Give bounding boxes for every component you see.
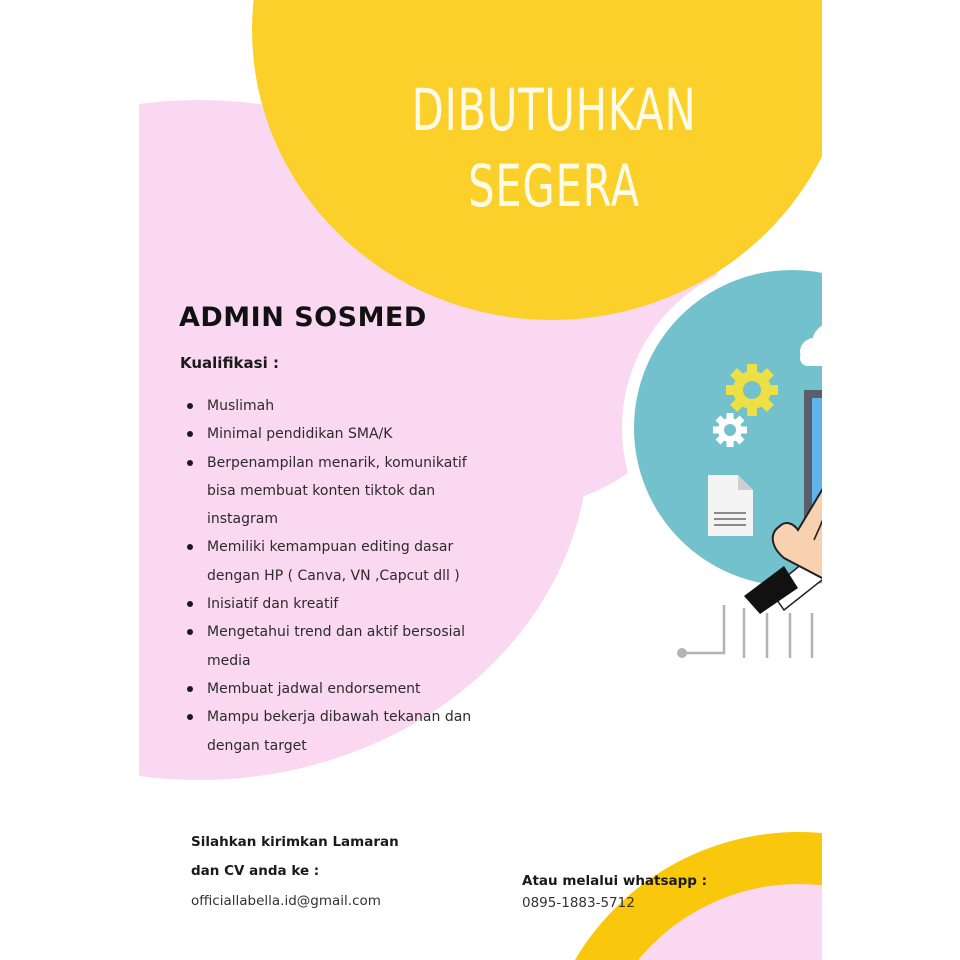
qualifications-list	[185, 392, 545, 760]
gear-icon	[726, 364, 778, 416]
bullet-icon	[187, 460, 193, 466]
circuit-lines	[682, 605, 822, 658]
illustration	[522, 258, 822, 658]
bullet-icon	[187, 601, 193, 607]
qualification-item: Muslimah	[185, 392, 545, 420]
qualification-item: Berpenampilan menarik, komunikatif bisa membuat konten tiktok dan instagram	[185, 449, 545, 534]
qualifications-label: Kualifikasi :	[180, 354, 279, 372]
bullet-icon	[187, 403, 193, 409]
qualification-item: Memiliki kemampuan editing dasar dengan HP ( Canva, VN ,Capcut dll )	[185, 533, 545, 590]
small-gear-icon	[713, 413, 747, 447]
headline-line-2: SEGERA	[468, 152, 640, 220]
document-icon	[708, 475, 753, 536]
bullet-icon	[187, 629, 193, 635]
bullet-icon	[187, 686, 193, 692]
whatsapp-number[interactable]: 0895-1883-5712	[522, 895, 635, 911]
bullet-icon	[187, 544, 193, 550]
whatsapp-label: Atau melalui whatsapp :	[522, 873, 708, 889]
qualification-item: Mengetahui trend dan aktif bersosial media	[185, 618, 545, 675]
headline-line-1: DIBUTUHKAN	[411, 76, 697, 144]
job-title: ADMIN SOSMED	[179, 302, 427, 333]
apply-email-link[interactable]: officiallabella.id@gmail.com	[191, 893, 381, 909]
whatsapp-info	[522, 870, 782, 914]
apply-instruction-line-1: Silahkan kirimkan Lamaran	[191, 834, 399, 850]
qualification-item: Inisiatif dan kreatif	[185, 590, 545, 618]
bullet-icon	[187, 714, 193, 720]
bullet-icon	[187, 431, 193, 437]
apply-instruction-line-2: dan CV anda ke :	[191, 863, 320, 879]
job-poster	[139, 0, 822, 960]
headline	[403, 72, 705, 224]
qualification-item: Mampu bekerja dibawah tekanan dan dengan target	[185, 703, 545, 760]
qualification-item: Membuat jadwal endorsement	[185, 675, 545, 703]
qualification-item: Minimal pendidikan SMA/K	[185, 420, 545, 448]
apply-info	[191, 828, 491, 916]
